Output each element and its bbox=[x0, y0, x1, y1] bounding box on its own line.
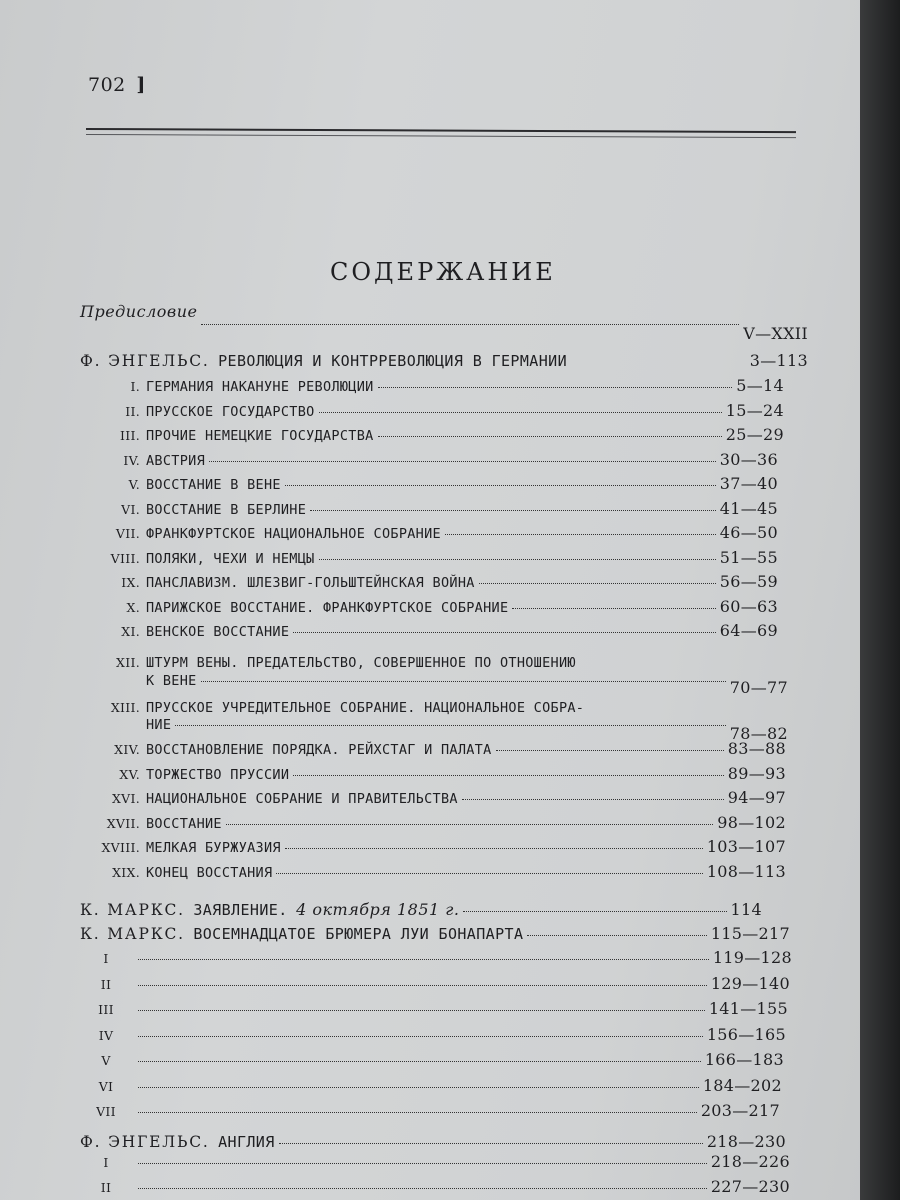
toc-entry-chapter bbox=[80, 862, 786, 884]
chapter-number: XIV. bbox=[114, 742, 140, 757]
chapter-number: X. bbox=[126, 599, 140, 615]
toc-entry-text: НАЦИОНАЛЬНОЕ СОБРАНИЕ И ПРАВИТЕЛЬСТВА bbox=[146, 791, 458, 807]
toc-entry-text: ВОССТАНИЕ В БЕРЛИНЕ bbox=[146, 501, 307, 518]
leader-dots bbox=[138, 959, 709, 960]
chapter-number: II. bbox=[125, 403, 140, 419]
header-bracket: ] bbox=[136, 74, 146, 96]
chapter-number: XIII. bbox=[110, 700, 140, 715]
chapter-number: I bbox=[103, 1155, 109, 1170]
toc-entry-pages: 166—183 bbox=[704, 1050, 784, 1069]
toc-entry-text: ПАНСЛАВИЗМ. ШЛЕЗВИГ-ГОЛЬШТЕЙНСКАЯ ВОЙНА bbox=[146, 575, 475, 591]
chapter-number: VI. bbox=[121, 501, 140, 517]
toc-entry-text: Предисловие bbox=[80, 302, 198, 321]
leader-dots bbox=[319, 559, 716, 560]
toc-entry-pages: 203—217 bbox=[700, 1101, 780, 1120]
toc-entry-pages: 60—63 bbox=[719, 596, 778, 616]
toc-entry-text: КОНЕЦ ВОССТАНИЯ bbox=[146, 864, 273, 881]
leader-dots bbox=[226, 824, 713, 825]
toc-entry-text: МЕЛКАЯ БУРЖУАЗИЯ bbox=[146, 840, 281, 856]
leader-dots bbox=[201, 681, 726, 682]
toc-entry-text: ВОССТАНИЕ bbox=[146, 815, 222, 832]
toc-entry-pages: 83—88 bbox=[727, 739, 786, 758]
toc-entry-ch13-line2 bbox=[80, 714, 788, 743]
leader-dots bbox=[310, 510, 716, 511]
toc-entry-author: К. МАРКС. bbox=[80, 901, 185, 919]
toc-entry-preface bbox=[80, 302, 808, 343]
chapter-number: V. bbox=[128, 477, 140, 492]
toc-entry-ch12-line2 bbox=[80, 670, 788, 697]
chapter-number: III. bbox=[120, 428, 140, 443]
leader-dots bbox=[293, 632, 716, 633]
toc-entry-pages: 227—230 bbox=[710, 1176, 790, 1196]
page-title: СОДЕРЖАНИЕ bbox=[330, 258, 556, 286]
leader-dots bbox=[479, 583, 716, 584]
leader-dots bbox=[293, 775, 724, 776]
chapter-number: IX. bbox=[121, 575, 140, 590]
toc-entry-text: ПРОЧИЕ НЕМЕЦКИЕ ГОСУДАРСТВА bbox=[146, 428, 374, 444]
toc-entry-chapter bbox=[80, 597, 778, 619]
toc-entry-text: ВОССТАНОВЛЕНИЕ ПОРЯДКА. РЕЙХСТАГ И ПАЛАТА bbox=[146, 742, 492, 758]
chapter-number: V bbox=[101, 1053, 111, 1068]
chapter-number: XVII. bbox=[106, 815, 140, 831]
leader-dots bbox=[496, 750, 724, 751]
toc-entry-date: 4 октября 1851 г. bbox=[296, 900, 460, 919]
chapter-number: XII. bbox=[116, 655, 140, 670]
toc-entry-pages: 64—69 bbox=[719, 621, 778, 640]
leader-dots bbox=[138, 1163, 707, 1164]
leader-dots bbox=[138, 1112, 697, 1113]
leader-dots bbox=[138, 1061, 701, 1062]
leader-dots bbox=[209, 461, 716, 462]
toc-entry-part bbox=[84, 1076, 782, 1098]
chapter-number: XIX. bbox=[112, 864, 140, 880]
toc-entry-chapter bbox=[80, 548, 778, 570]
toc-entry-pages: 94—97 bbox=[727, 788, 786, 807]
leader-dots bbox=[445, 534, 716, 535]
chapter-number: VII bbox=[96, 1104, 116, 1119]
toc-entry-pages: 30—36 bbox=[719, 449, 778, 469]
toc-entry-text: ВОССТАНИЕ В ВЕНЕ bbox=[146, 477, 281, 493]
toc-entry-text: АНГЛИЯ bbox=[218, 1133, 275, 1151]
toc-entry-pages: 41—45 bbox=[719, 498, 778, 518]
toc-entry-pages: 156—165 bbox=[706, 1024, 786, 1044]
chapter-number: XI. bbox=[121, 624, 140, 639]
toc-entry-engels-revolution bbox=[80, 351, 808, 373]
toc-entry-text: ГЕРМАНИЯ НАКАНУНЕ РЕВОЛЮЦИИ bbox=[146, 379, 374, 395]
toc-entry-chapter bbox=[80, 425, 784, 447]
toc-entry-author: Ф. ЭНГЕЛЬС. bbox=[80, 1133, 210, 1151]
leader-dots bbox=[462, 799, 724, 800]
leader-dots bbox=[138, 1036, 703, 1037]
toc-entry-chapter bbox=[80, 813, 786, 835]
toc-entry-chapter bbox=[80, 401, 784, 423]
toc-entry-text: ФРАНКФУРТСКОЕ НАЦИОНАЛЬНОЕ СОБРАНИЕ bbox=[146, 526, 441, 542]
toc-entry-part bbox=[84, 1050, 784, 1072]
toc-entry-chapter bbox=[80, 376, 784, 398]
toc-entry-pages: 115—217 bbox=[710, 924, 790, 943]
toc-entry-pages: 3—113 bbox=[749, 351, 808, 370]
toc-entry-part bbox=[84, 1025, 786, 1047]
toc-entry-chapter bbox=[80, 572, 778, 594]
chapter-number: VIII. bbox=[110, 550, 140, 566]
chapter-number: II bbox=[100, 976, 112, 992]
toc-entry-part bbox=[84, 999, 788, 1021]
leader-dots bbox=[285, 848, 703, 849]
leader-dots bbox=[378, 387, 733, 388]
toc-entry-text: ЗАЯВЛЕНИЕ. bbox=[193, 901, 288, 919]
toc-entry-text: ПАРИЖСКОЕ ВОССТАНИЕ. ФРАНКФУРТСКОЕ СОБРАНИЕ bbox=[146, 599, 509, 616]
toc-entry-text-line2: НИЕ bbox=[146, 717, 172, 733]
chapter-number: IV bbox=[98, 1027, 114, 1043]
leader-dots bbox=[319, 412, 722, 413]
leader-dots bbox=[463, 911, 726, 912]
toc-entry-chapter bbox=[80, 523, 778, 545]
chapter-number: XVIII. bbox=[101, 840, 140, 855]
toc-entry-author: Ф. ЭНГЕЛЬС. bbox=[80, 352, 210, 370]
toc-entry-author: К. МАРКС. bbox=[80, 925, 185, 943]
toc-entry-marx-brumaire bbox=[80, 924, 790, 946]
toc-entry-pages: 98—102 bbox=[717, 812, 786, 832]
toc-entry-pages: 15—24 bbox=[725, 400, 784, 420]
toc-entry-pages: 141—155 bbox=[708, 999, 788, 1018]
leader-dots bbox=[378, 436, 722, 437]
toc-entry-chapter bbox=[80, 450, 778, 472]
page-header bbox=[88, 74, 146, 96]
chapter-number: VI bbox=[98, 1078, 114, 1094]
toc-entry-pages: 114 bbox=[730, 900, 762, 919]
toc-entry-pages: 103—107 bbox=[706, 837, 786, 856]
toc-entry-part bbox=[84, 1177, 790, 1199]
chapter-number: III bbox=[98, 1002, 114, 1017]
leader-dots bbox=[138, 1188, 707, 1189]
toc-entry-pages: 70—77 bbox=[729, 678, 788, 697]
leader-dots bbox=[279, 1143, 703, 1144]
toc-entry-pages: 89—93 bbox=[727, 763, 786, 783]
toc-entry-part bbox=[84, 1152, 790, 1174]
toc-entry-pages: 51—55 bbox=[719, 547, 778, 567]
toc-entry-pages: 5—14 bbox=[736, 376, 784, 395]
book-edge-shadow bbox=[860, 0, 900, 1200]
page-number: 702 bbox=[88, 74, 126, 96]
chapter-number: VII. bbox=[115, 526, 140, 541]
toc-entry-pages: 129—140 bbox=[710, 973, 790, 993]
toc-entry-text-line1: ПРУССКОЕ УЧРЕДИТЕЛЬНОЕ СОБРАНИЕ. НАЦИОНАЛЬНОЕ СОБРА- bbox=[146, 700, 585, 716]
toc-entry-chapter bbox=[80, 621, 778, 643]
toc-entry-pages: 46—50 bbox=[719, 523, 778, 542]
leader-dots bbox=[201, 324, 739, 325]
toc-entry-chapter bbox=[80, 499, 778, 521]
toc-entry-text: ВЕНСКОЕ ВОССТАНИЕ bbox=[146, 624, 290, 640]
toc-entry-chapter bbox=[80, 837, 786, 859]
leader-dots bbox=[285, 485, 716, 486]
leader-dots bbox=[175, 725, 725, 726]
toc-entry-pages: 218—230 bbox=[706, 1132, 786, 1151]
leader-dots bbox=[276, 873, 702, 874]
toc-entry-text: ПРУССКОЕ ГОСУДАРСТВО bbox=[146, 403, 315, 420]
toc-entry-pages: 108—113 bbox=[706, 861, 786, 881]
toc-entry-marx-statement bbox=[80, 900, 770, 922]
chapter-number: II bbox=[100, 1179, 112, 1195]
chapter-number: XV. bbox=[119, 766, 140, 782]
toc-entry-pages: 37—40 bbox=[719, 474, 778, 493]
toc-entry-part bbox=[84, 1101, 780, 1123]
toc-entry-chapter bbox=[80, 739, 786, 761]
toc-entry-chapter bbox=[80, 764, 786, 786]
leader-dots bbox=[138, 985, 707, 986]
toc-entry-text: ТОРЖЕСТВО ПРУССИИ bbox=[146, 766, 290, 783]
chapter-number: I bbox=[103, 951, 109, 966]
toc-entry-text: АВСТРИЯ bbox=[146, 452, 205, 469]
leader-dots bbox=[138, 1087, 699, 1088]
toc-entry-chapter bbox=[80, 474, 778, 496]
chapter-number: XVI. bbox=[111, 791, 140, 806]
toc-entry-pages: 25—29 bbox=[725, 425, 784, 444]
toc-entry-chapter bbox=[80, 788, 786, 810]
toc-entry-engels-england bbox=[80, 1132, 786, 1154]
toc-entry-pages: 119—128 bbox=[712, 948, 792, 967]
toc-entry-pages: 184—202 bbox=[702, 1075, 782, 1095]
toc-entry-pages: 78—82 bbox=[729, 724, 788, 743]
toc-entry-part bbox=[84, 948, 792, 970]
leader-dots bbox=[512, 608, 715, 609]
toc-entry-text: ПОЛЯКИ, ЧЕХИ И НЕМЦЫ bbox=[146, 550, 315, 567]
leader-dots bbox=[527, 935, 706, 936]
leader-dots bbox=[138, 1010, 705, 1011]
toc-entry-pages: 56—59 bbox=[719, 572, 778, 591]
toc-entry-text: ВОСЕМНАДЦАТОЕ БРЮМЕРА ЛУИ БОНАПАРТА bbox=[193, 925, 524, 943]
toc-entry-pages: V—XXII bbox=[743, 324, 808, 343]
toc-entry-text: РЕВОЛЮЦИЯ И КОНТРРЕВОЛЮЦИЯ В ГЕРМАНИИ bbox=[218, 352, 568, 370]
toc-entry-pages: 218—226 bbox=[710, 1152, 790, 1171]
toc-entry-part bbox=[84, 974, 790, 996]
chapter-number: IV. bbox=[123, 452, 140, 468]
toc-entry-ch12 bbox=[80, 655, 576, 671]
toc-entry-text-line1: ШТУРМ ВЕНЫ. ПРЕДАТЕЛЬСТВО, СОВЕРШЕННОЕ ПО ОТНОШЕНИЮ bbox=[146, 655, 576, 671]
toc-entry-text-line2: К ВЕНЕ bbox=[146, 673, 197, 689]
chapter-number: I. bbox=[130, 379, 140, 394]
